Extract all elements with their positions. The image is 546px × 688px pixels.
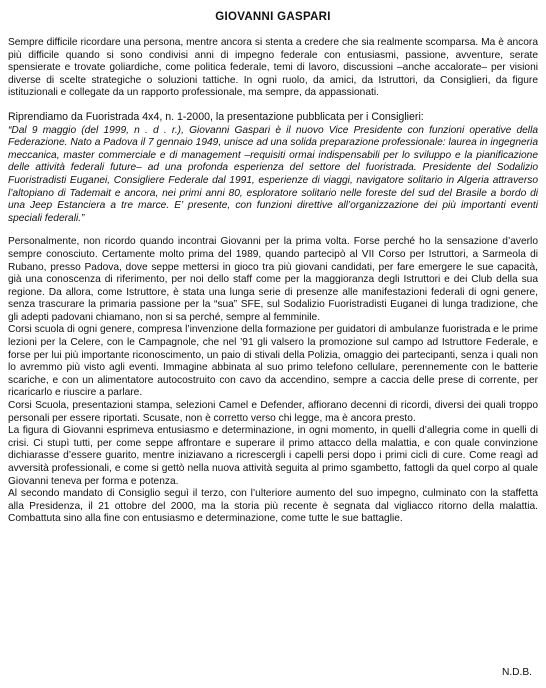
page-title: GIOVANNI GASPARI xyxy=(215,11,331,23)
quote-block: “Dal 9 maggio (del 1999, n . d . r.), Giovanni Gaspari è il nuovo Vice Presidente con funzioni operative della Federazione. Nato a Padova il 7 gennaio 1949, unisce ad una solida preparazione professionale: laurea in ingegneria meccanica, master commerciale e di management –requisiti ormai indispensabili per lo sviluppo e la pianificazione delle attività federali future– ad una profonda esperienza del settore del fuoristrada. Presidente del Sodalizio Fuoristradisti Euganei, Consigliere Federale dal 1991, esperienze di viaggi, navigatore solitario in Algeria attraverso l’altopiano di Tademait e ancora, nei primi anni 80, esploratore solitario nelle foreste del sud del Brasile a bordo di una Jeep Estanciera a tre marce. E’ presente, con funzioni direttive all’organizzazione dei più importanti eventi speciali federali.” xyxy=(8,124,538,224)
paragraph-memories: Personalmente, non ricordo quando incontrai Giovanni per la prima volta. Forse perché ho la sensazione d’averlo sempre conosciuto. Certamente molto prima del 1989, quando partecipò al VII Corso per Istruttori, a Sarmeola di Rubano, presso Padova, dove seppe mettersi in gioco tra più giovani candidati, per fare emergere le sue capacità, già una conoscenza di riferimento, per noi dello staff come per la maggioranza degli Istruttori e dei Club della sua regione. Da allora, come Istruttore, è stata una lunga serie di presenze alle manifestazioni federali di ogni genere, senza trascurare la primaria passione per la “sua” SFE, sul Sodalizio Fuoristradisti Euganei di lunga tradizione, che gli adepti padovani chiamano, non si sa perché, sempre al femminile. xyxy=(8,236,538,323)
paragraph-character: La figura di Giovanni esprimeva entusiasmo e determinazione, in ogni momento, in quelli d’allegria come in quelli di crisi. Ci stupì tutti, per come seppe affrontare e superare il primo attacco della malattia, e con quale convinzione dichiarasse d’essere guarito, mentre iniziavano a ricrescergli i capelli persi dopo i primi cicli di cure. Come reagì ad avversità professionali, e come si gettò nella nuova attività seguita al primo sgambetto, fattogli da quel corpo al quale Giovanni teneva per forma e potenza. xyxy=(8,425,538,487)
paragraph-school: Corsi Scuola, presentazioni stampa, selezioni Camel e Defender, affiorano decenni di ricordi, diversi dei quali troppo personali per essere riportati. Scusate, non è corretto verso chi legge, ma è ancora presto. xyxy=(8,400,538,424)
signature: N.D.B. xyxy=(501,667,532,678)
paragraph-opening: Sempre difficile ricordare una persona, mentre ancora si stenta a credere che sia realmente scomparsa. Ma è ancora più difficile quando si sono condivisi anni di impegno federale con entusiasmi, passione, avventure, serate spensierate e trovate goliardiche, come politica federale, temi di lavoro, discussioni –anche accalorate– per visioni diverse di scelte strategiche o soluzioni tattiche. In ogni ruolo, da amici, da Istruttori, da Consiglieri, da figure istituzionali e collegate da un rapporto professionale, ma sempre, da appassionati. xyxy=(8,37,538,99)
paragraph-intro: Riprendiamo da Fuoristrada 4x4, n. 1-2000, la presentazione pubblicata per i Consiglieri: xyxy=(8,110,424,123)
paragraph-courses: Corsi scuola di ogni genere, compresa l’invenzione della formazione per guidatori di ambulanze fuoristrada e le prime lezioni per la Celere, con le Campagnole, che nel ’91 gli valsero la promozione sul campo ad Istruttore Federale, e forse per lui più importante riconoscimento, un paio di stivali della Polizia, omaggio dei partecipanti, senza i quali non lo avremmo più visto agli eventi. Immagine abbinata al suo primo telefono cellulare, perennemente con le batterie scariche, e con un alimentatore autocostruito con cavo da accendino, sempre a caccia delle prese di corrente, per ricaricarlo e riuscire a parlare. xyxy=(8,324,538,399)
spacer xyxy=(8,100,538,111)
spacer xyxy=(8,225,538,236)
paragraph-mandate: Al secondo mandato di Consiglio seguì il terzo, con l’ulteriore aumento del suo impegno, culminato con la staffetta alla Presidenza, il 21 ottobre del 2000, ma la storia più recente è segnata dal vigliacco ritorno della malattia. Combattuta sino alla fine con entusiasmo e determinazione, come tutte le sue battaglie. xyxy=(8,488,538,525)
